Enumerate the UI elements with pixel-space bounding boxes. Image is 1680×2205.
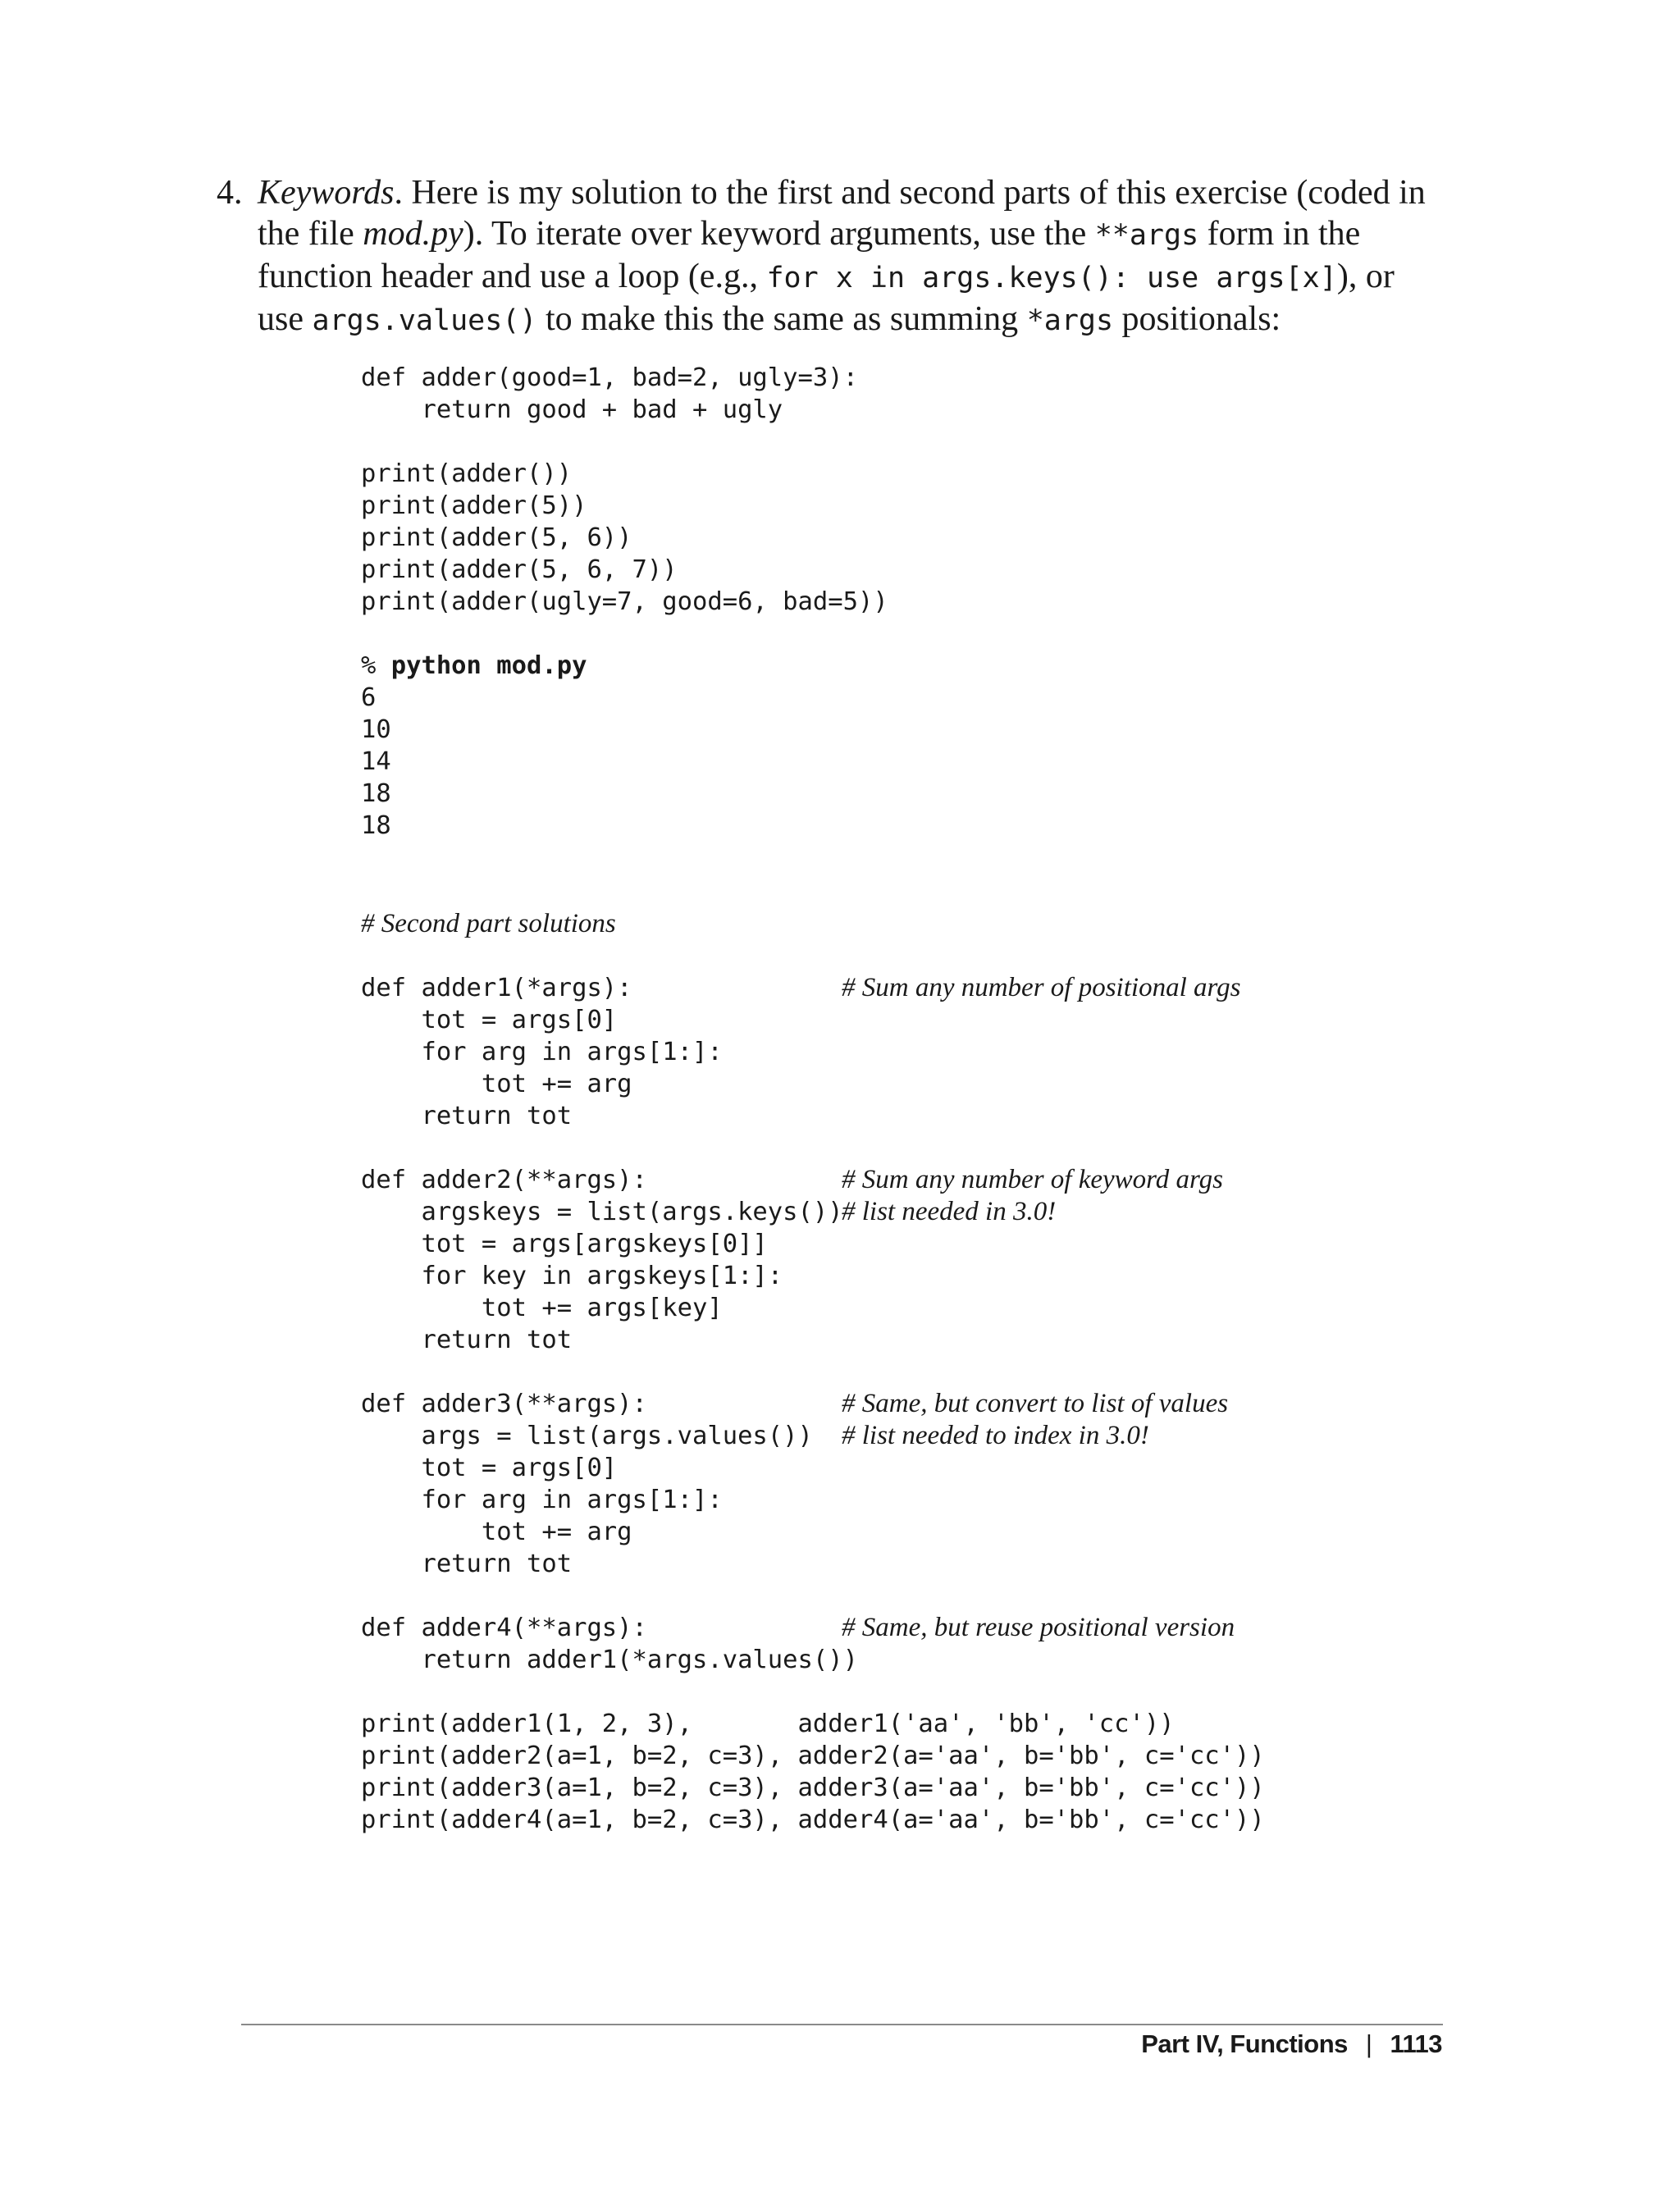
code-comment: # Sum any number of keyword args	[842, 1165, 1223, 1194]
code-text: def adder2(**args):	[361, 1166, 647, 1194]
item-text-4: ), or use	[258, 258, 1395, 338]
shell-prompt: %	[361, 651, 391, 680]
code-line: print(adder(5))	[361, 491, 587, 520]
code-line	[361, 1580, 1591, 1612]
code-line	[361, 1676, 1591, 1708]
shell-command-line	[361, 650, 1591, 682]
code-line	[361, 1516, 1591, 1548]
inline-code-args: *args	[1026, 304, 1114, 337]
item-number: 4.	[217, 174, 243, 212]
code-text: return adder1(*args.values())	[361, 1646, 858, 1674]
code-line	[361, 1164, 1591, 1196]
code-text: tot = args[0]	[361, 1006, 618, 1034]
code-text: tot = args[0]	[361, 1454, 618, 1482]
code-line: print(adder(5, 6, 7))	[361, 555, 678, 584]
code-line: print(adder())	[361, 459, 573, 488]
code-line	[361, 1004, 1591, 1036]
code-block-part2	[361, 908, 1591, 1836]
item-text-6: positionals:	[1113, 300, 1281, 338]
section-comment: # Second part solutions	[361, 909, 616, 938]
code-text: argskeys = list(args.keys())	[361, 1198, 843, 1226]
output-line: 14	[361, 747, 391, 776]
code-text: return tot	[361, 1102, 573, 1130]
code-comment: # Same, but convert to list of values	[842, 1389, 1229, 1418]
item-text-3: form in the function header and use a loop (e.g.,	[258, 215, 1361, 295]
code-line	[361, 1772, 1591, 1804]
part2-code-lines	[361, 972, 1591, 1836]
code-line: print(adder(ugly=7, good=6, bad=5))	[361, 587, 888, 616]
code-line	[361, 426, 1591, 458]
item-file-name: mod.py	[363, 215, 463, 253]
code-line	[361, 1612, 1591, 1644]
code-text: for arg in args[1:]:	[361, 1038, 723, 1066]
code-text: print(adder4(a=1, b=2, c=3), adder4(a='aa', b='bb', c='cc'))	[361, 1806, 1265, 1834]
page-number: 1113	[1390, 2029, 1442, 2058]
code-text: tot += arg	[361, 1518, 632, 1546]
inline-code-loop: for x in args.keys(): use args[x]	[766, 262, 1337, 294]
code-line	[361, 1324, 1591, 1356]
code-text: for key in argskeys[1:]:	[361, 1262, 783, 1290]
code-line	[361, 1036, 1591, 1068]
code-line	[361, 1740, 1591, 1772]
code-line	[361, 1484, 1591, 1516]
item-lead: Keywords	[258, 174, 395, 212]
code-text: print(adder3(a=1, b=2, c=3), adder3(a='aa', b='bb', c='cc'))	[361, 1774, 1265, 1802]
code-line	[361, 1452, 1591, 1484]
code-line: return good + bad + ugly	[361, 395, 783, 424]
code-line	[361, 1228, 1591, 1260]
footer-section-title: Part IV, Functions	[1141, 2029, 1348, 2058]
code-line	[361, 1548, 1591, 1580]
code-line	[361, 972, 1591, 1004]
output-line: 10	[361, 715, 391, 744]
code-line	[361, 1132, 1591, 1164]
code-line	[361, 1100, 1591, 1132]
code-comment: # list needed to index in 3.0!	[842, 1421, 1149, 1450]
shell-command: python mod.py	[390, 651, 587, 680]
inline-code-values: args.values()	[312, 304, 537, 337]
footer-separator: |	[1365, 2029, 1372, 2058]
code-line	[361, 1420, 1591, 1452]
item-text-5: to make this the same as summing	[536, 300, 1027, 338]
code-line	[361, 1708, 1591, 1740]
code-line: print(adder(5, 6))	[361, 523, 632, 552]
code-text: def adder4(**args):	[361, 1614, 647, 1642]
code-text: tot += arg	[361, 1070, 632, 1098]
code-text: args = list(args.values())	[361, 1422, 813, 1450]
code-line	[361, 1388, 1591, 1420]
page-footer	[1141, 2029, 1442, 2059]
output-line: 18	[361, 779, 391, 808]
code-text: print(adder1(1, 2, 3), adder1('aa', 'bb', 'cc'))	[361, 1710, 1175, 1738]
code-comment: # list needed in 3.0!	[842, 1197, 1057, 1226]
code-text: print(adder2(a=1, b=2, c=3), adder2(a='aa', b='bb', c='cc'))	[361, 1742, 1265, 1770]
item-paragraph	[258, 172, 1447, 341]
code-text: return tot	[361, 1550, 573, 1578]
footer-rule	[241, 2024, 1443, 2025]
code-line	[361, 1804, 1591, 1836]
code-text: return tot	[361, 1326, 573, 1354]
code-line	[361, 1260, 1591, 1292]
output-line: 18	[361, 811, 391, 840]
inline-code-kwargs: **args	[1094, 219, 1199, 252]
code-comment: # Same, but reuse positional version	[842, 1613, 1235, 1642]
code-text: tot = args[argskeys[0]]	[361, 1230, 768, 1258]
code-line: def adder(good=1, bad=2, ugly=3):	[361, 363, 858, 392]
code-text: for arg in args[1:]:	[361, 1486, 723, 1514]
code-line	[361, 1068, 1591, 1100]
code-text: tot += args[key]	[361, 1294, 723, 1322]
output-line: 6	[361, 683, 377, 712]
code-line	[361, 1196, 1591, 1228]
code-text: def adder1(*args):	[361, 974, 632, 1002]
code-block-part1	[361, 362, 1591, 842]
code-text: def adder3(**args):	[361, 1390, 647, 1418]
exercise-item-4	[217, 172, 1447, 341]
code-line	[361, 1644, 1591, 1676]
item-text-2: ). To iterate over keyword arguments, use the	[463, 215, 1095, 253]
code-line	[361, 1356, 1591, 1388]
code-line	[361, 1292, 1591, 1324]
item-text-1: . Here is my solution to the first and second parts of this exercise (coded in the file	[258, 174, 1426, 253]
code-comment: # Sum any number of positional args	[842, 973, 1241, 1002]
